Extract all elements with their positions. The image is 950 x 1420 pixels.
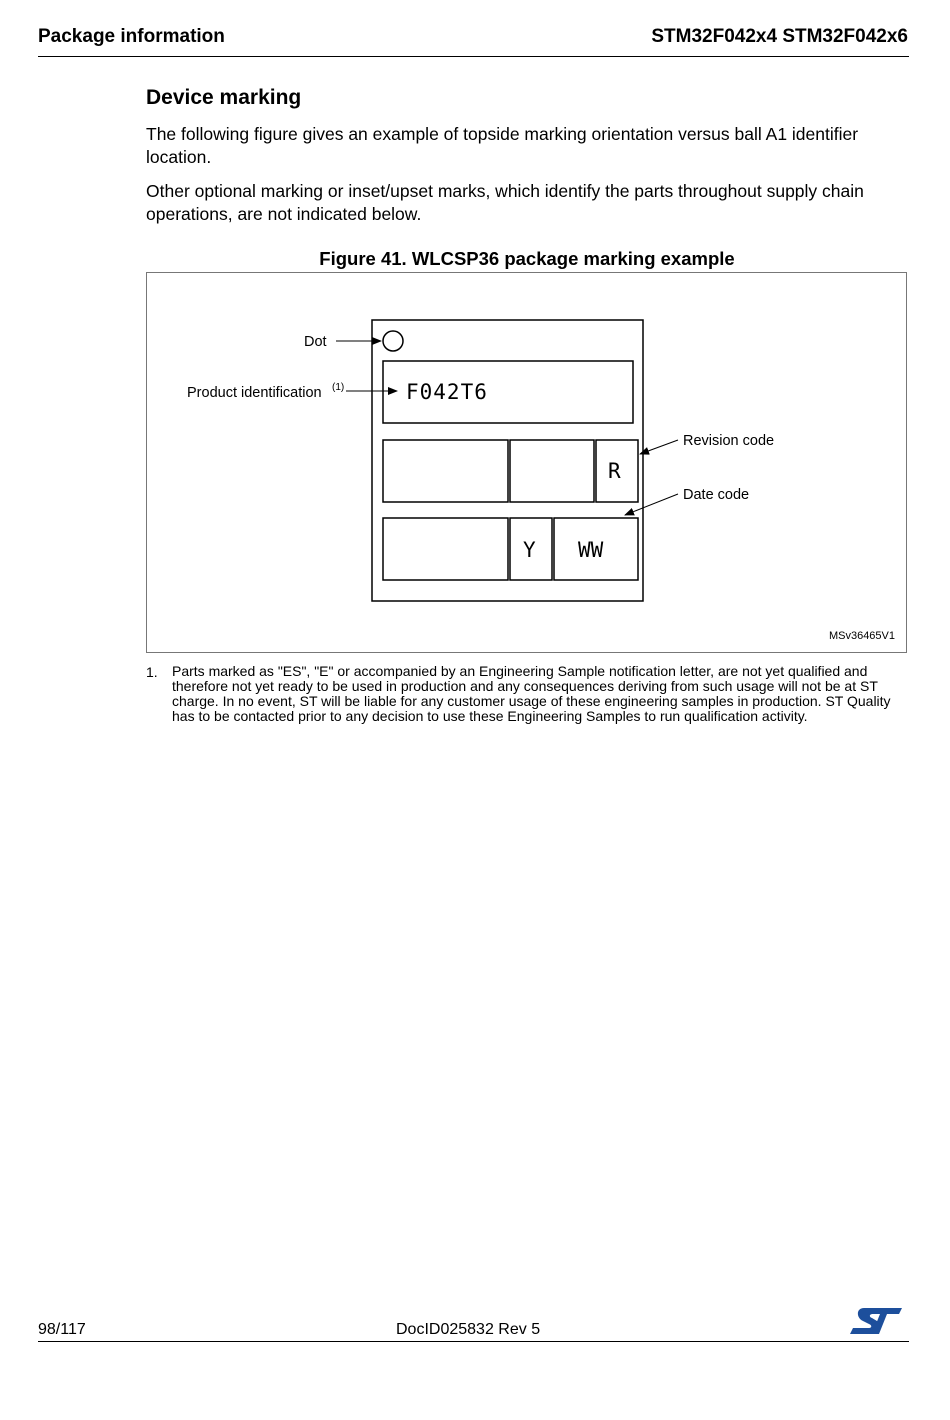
blank-field-2 (510, 440, 594, 502)
product-id-marking: F042T6 (406, 380, 488, 404)
figure-ref-id: MSv36465V1 (828, 630, 895, 642)
footer-divider (38, 1341, 909, 1342)
date-code-arrow (625, 494, 678, 515)
paragraph-1: The following figure gives an example of topside marking orientation versus ball A1 identifier location. (146, 124, 859, 167)
figure-frame (146, 272, 907, 653)
header-section-title: Package information (38, 26, 225, 47)
paragraph-2: Other optional marking or inset/upset marks, which identify the parts throughout supply chain operations, are not indicated below. (146, 181, 864, 224)
revision-marking: R (608, 459, 621, 483)
pin1-dot (383, 331, 403, 351)
page-number: 98/117 (38, 1321, 86, 1338)
product-id-label: Product identification (187, 385, 322, 401)
header-divider (38, 56, 909, 57)
date-code-label: Date code (683, 487, 750, 503)
revision-code-label: Revision code (683, 433, 775, 449)
header-product-title: STM32F042x4 STM32F042x6 (651, 26, 908, 47)
section-heading: Device marking (146, 86, 302, 109)
st-logo-icon (848, 1306, 904, 1336)
document-id: DocID025832 Rev 5 (396, 1321, 541, 1338)
dot-label: Dot (304, 334, 327, 350)
product-id-footnote-ref: (1) (332, 382, 345, 393)
blank-field-3 (383, 518, 508, 580)
marking-diagram (147, 273, 906, 652)
figure-caption: Figure 41. WLCSP36 package marking example (319, 248, 735, 269)
footnote-text: Parts marked as "ES", "E" or accompanied by an Engineering Sample notification letter, are not yet qualified and therefore not yet ready to be used in production and any consequences deriving from such usage will not be at ST charge. In no event, ST will be liable for any customer usage of these engineering samples in production. ST Quality has to be contacted prior to any decision to use these Engineering Samples to run qualification activity. (172, 663, 891, 724)
year-marking: Y (523, 538, 536, 562)
footnote-number: 1. (146, 664, 158, 680)
blank-field-1 (383, 440, 508, 502)
revision-code-arrow (640, 440, 678, 454)
week-marking: WW (578, 538, 604, 562)
